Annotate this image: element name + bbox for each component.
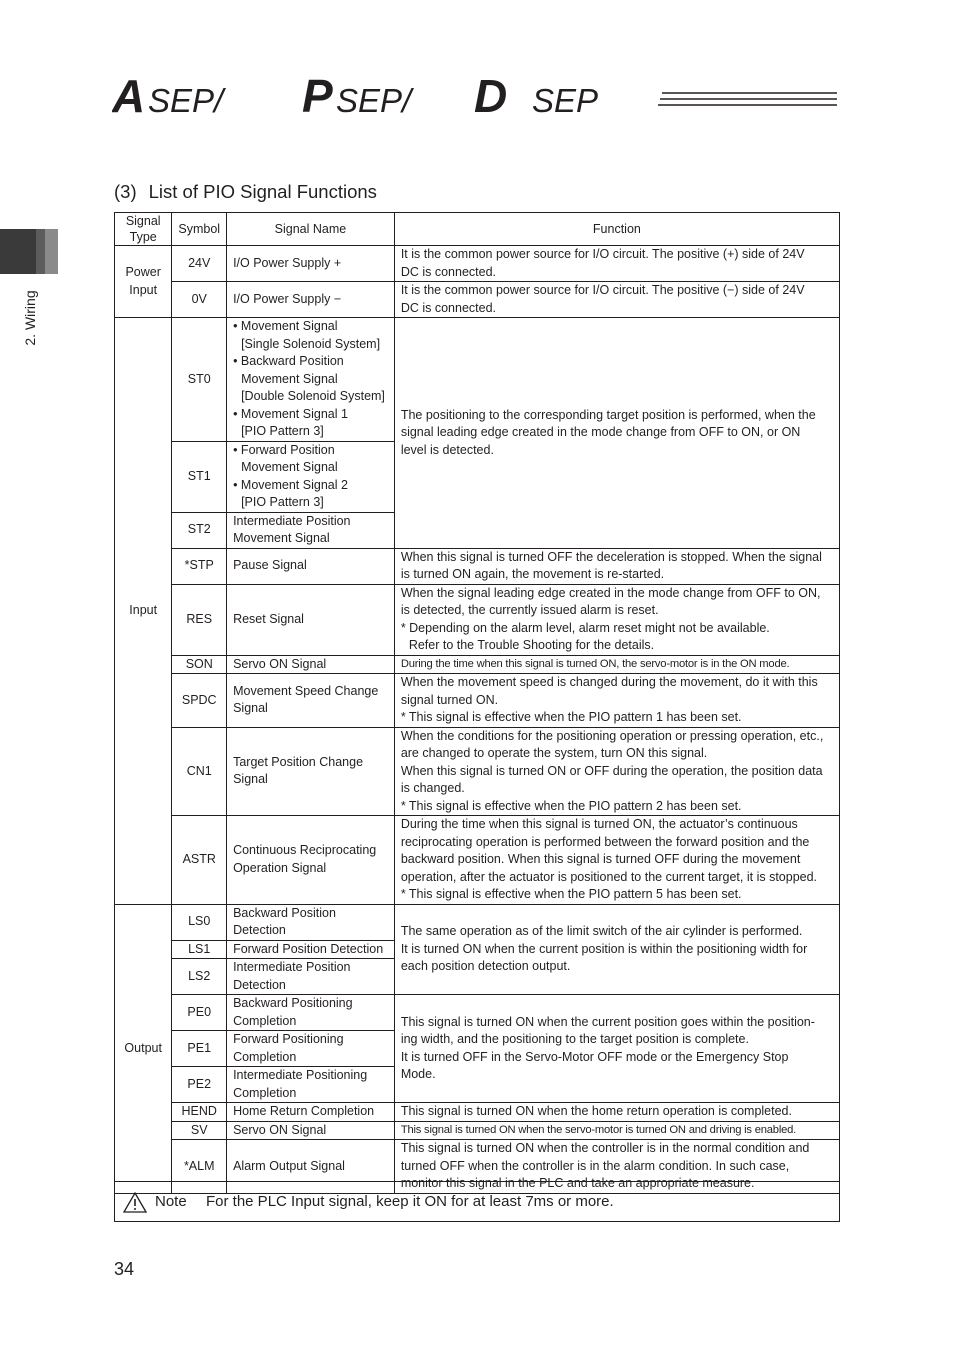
svg-text:A: A [112,72,146,122]
text-line: DC is connected. [400,300,496,315]
text-line: The same operation as of the limit switch of the air cylinder is performed. [400,924,803,938]
text-line: is detected, the currently issued alarm is reset. [400,603,659,617]
pio-signal-table [114,212,840,1194]
text-line: Completion [233,1049,297,1064]
table-row [115,674,840,728]
text-line: It is the common power source for I/O circuit. The positive (+) side of 24V [400,247,805,261]
text-line: Continuous Reciprocating [233,843,377,858]
symbol-cell: ST0 [172,318,227,442]
signal-name-cell [227,995,395,1031]
signal-name-cell [227,959,395,995]
header-signal-type [115,213,172,246]
table-row [115,246,840,282]
text-line: When the conditions for the positioning operation or pressing operation, etc., [400,728,824,743]
signal-name-cell [227,441,395,512]
text-line: Detection [233,977,286,992]
symbol-cell: *STP [172,548,227,584]
text-line: During the time when this signal is turned ON, the servo-motor is in the ON mode. [400,657,790,670]
symbol-cell: LS0 [172,904,227,940]
type-power-input [115,246,172,318]
chapter-label: 2. Wiring [22,290,38,346]
function-cell [394,655,839,674]
signal-name-cell [227,548,395,584]
signal-name-cell [227,1103,395,1122]
signal-name-cell [227,655,395,674]
function-cell [394,318,839,549]
signal-name-cell [227,674,395,728]
symbol-cell: LS1 [172,940,227,959]
signal-name-cell [227,512,395,548]
symbol-cell: SV [172,1121,227,1140]
text-line: Forward Positioning [233,1032,344,1046]
text-line: Pause Signal [233,558,307,573]
table-row [115,1121,840,1140]
signal-name-cell [227,1067,395,1103]
function-cell [394,816,839,905]
text-line: DC is connected. [400,264,496,279]
text-line: Servo ON Signal [233,656,327,671]
text-line: each position detection output. [400,959,571,973]
table-row [115,995,840,1031]
function-cell [394,727,839,816]
text-line: The positioning to the corresponding target position is performed, when the [400,407,816,422]
signal-name-cell [227,282,395,318]
text-line: This signal is turned ON when the controller is in the normal condition and [400,1141,810,1155]
text-line: Home Return Completion [233,1104,375,1118]
text-line: Backward Positioning [233,996,353,1010]
text-line: Mode. [400,1067,436,1081]
signal-name-cell [227,318,395,442]
header-signal-name: Signal Name [227,213,395,246]
text-line: Movement Speed Change [233,683,379,698]
text-line: Type [129,230,157,244]
text-line: Movement Signal [233,531,330,545]
text-line: Signal [233,701,268,716]
chapter-tab [0,229,58,274]
table-row [115,282,840,318]
note-label: Note [155,1193,187,1210]
header-symbol: Symbol [172,213,227,246]
text-line: • Backward Position [233,354,344,368]
text-line: reciprocating operation is performed between the forward position and the [400,834,810,849]
text-line: During the time when this signal is turned ON, the actuator’s continuous [400,817,798,831]
section-heading: List of PIO Signal Functions [148,181,377,202]
table-row [115,655,840,674]
symbol-cell: 0V [172,282,227,318]
text-line: When this signal is turned ON or OFF during the operation, the position data [400,763,823,778]
text-line: Backward Position [233,905,336,920]
signal-name-cell [227,246,395,282]
text-line: backward position. When this signal is turned OFF during the movement [400,852,801,866]
text-line: monitor this signal in the PLC and take an appropriate measure. [400,1176,755,1190]
function-cell [394,282,839,318]
text-line: [Double Solenoid System] [241,389,385,403]
text-line: Target Position Change [233,754,364,769]
function-cell [394,584,839,655]
text-line: level is detected. [400,442,494,457]
text-line: Forward Position Detection [233,941,384,956]
text-line: • Movement Signal [233,319,338,333]
text-line: Intermediate Position [233,960,351,974]
warning-icon [123,1192,147,1213]
function-cell [394,1103,839,1122]
symbol-cell: SPDC [172,674,227,728]
table-row [115,816,840,905]
text-line: Alarm Output Signal [233,1158,345,1173]
text-line: Intermediate Positioning [233,1068,368,1082]
symbol-cell: PE0 [172,995,227,1031]
symbol-cell: SON [172,655,227,674]
symbol-cell: CN1 [172,727,227,816]
note-text: For the PLC Input signal, keep it ON for at least 7ms or more. [206,1193,614,1210]
text-line: Movement Signal [241,371,338,386]
text-line: It is turned ON when the current position is within the positioning width for [400,941,808,956]
signal-name-cell [227,940,395,959]
symbol-cell: 24V [172,246,227,282]
text-line: * This signal is effective when the PIO pattern 1 has been set. [400,710,742,724]
text-line: * This signal is effective when the PIO pattern 5 has been set. [400,887,742,901]
table-header-row [115,213,840,246]
text-line: • Movement Signal 2 [233,477,348,492]
signal-name-cell [227,904,395,940]
symbol-cell: RES [172,584,227,655]
symbol-cell: HEND [172,1103,227,1122]
text-line: Input [129,282,158,297]
type-input: Input [115,318,172,905]
section-title [114,181,377,203]
text-line: Signal [233,772,268,787]
text-line: When this signal is turned OFF the deceleration is stopped. When the signal [400,549,822,564]
svg-text:SEP/: SEP/ [336,82,412,119]
text-line: Operation Signal [233,860,327,875]
text-line: • Movement Signal 1 [233,406,348,421]
text-line: This signal is turned ON when the servo-motor is turned ON and driving is enabled. [400,1123,797,1136]
signal-name-cell [227,1121,395,1140]
function-cell [394,548,839,584]
svg-text:P: P [302,72,333,122]
text-line: Intermediate Position [233,513,351,528]
function-cell [394,995,839,1103]
svg-text:D: D [474,72,508,122]
text-line: It is turned OFF in the Servo-Motor OFF mode or the Emergency Stop [400,1049,789,1064]
text-line: * This signal is effective when the PIO pattern 2 has been set. [400,798,742,813]
text-line: Servo ON Signal [233,1122,327,1137]
table-row [115,584,840,655]
product-logo [112,72,840,122]
text-line: When the signal leading edge created in the mode change from OFF to ON, [400,585,821,600]
text-line: Completion [233,1085,297,1100]
table-row [115,904,840,940]
text-line: Power [125,265,161,279]
text-line: Refer to the Trouble Shooting for the details. [408,638,655,652]
symbol-cell: *ALM [172,1140,227,1194]
function-cell [394,246,839,282]
text-line: [Single Solenoid System] [241,336,381,351]
signal-name-cell [227,727,395,816]
text-line: [PIO Pattern 3] [241,424,324,438]
svg-text:SEP: SEP [532,82,599,119]
text-line: turned OFF when the controller is in the alarm condition. In such case, [400,1158,790,1173]
text-line: is changed. [400,781,465,795]
function-cell [394,1121,839,1140]
text-line: When the movement speed is changed during the movement, do it with this [400,675,818,689]
text-line: This signal is turned ON when the home return operation is completed. [400,1104,792,1118]
header-function: Function [394,213,839,246]
text-line: signal turned ON. [400,692,499,707]
signal-name-cell [227,816,395,905]
signal-name-cell [227,1031,395,1067]
table-row [115,727,840,816]
text-line: is turned ON again, the movement is re-started. [400,567,665,581]
text-line: Completion [233,1013,297,1028]
type-output: Output [115,904,172,1193]
note-box [114,1181,840,1222]
text-line: operation, after the actuator is positioned to the current target, it is stopped. [400,869,818,884]
text-line: * Depending on the alarm level, alarm reset might not be available. [400,620,770,635]
symbol-cell: LS2 [172,959,227,995]
text-line: [PIO Pattern 3] [241,495,324,509]
text-line: Signal [125,214,161,228]
text-line: It is the common power source for I/O circuit. The positive (−) side of 24V [400,283,805,297]
signal-name-cell [227,584,395,655]
text-line: Reset Signal [233,611,304,626]
function-cell [394,904,839,995]
symbol-cell: PE2 [172,1067,227,1103]
table-row [115,548,840,584]
text-line: are changed to operate the system, turn ON this signal. [400,746,708,760]
table-row [115,1103,840,1122]
symbol-cell: PE1 [172,1031,227,1067]
text-line: This signal is turned ON when the current position goes within the position- [400,1014,815,1029]
text-line: ing width, and the positioning to the target position is complete. [400,1032,749,1046]
section-number: (3) [114,181,137,202]
svg-text:SEP/: SEP/ [148,82,224,119]
text-line: Detection [233,923,286,937]
symbol-cell: ASTR [172,816,227,905]
page-number: 34 [114,1259,135,1279]
text-line: Movement Signal [241,460,338,474]
symbol-cell: ST1 [172,441,227,512]
text-line: signal leading edge created in the mode change from OFF to ON, or ON [400,425,801,439]
table-row [115,318,840,442]
text-line: I/O Power Supply + [233,255,342,270]
text-line: I/O Power Supply − [233,291,342,306]
function-cell [394,674,839,728]
symbol-cell: ST2 [172,512,227,548]
text-line: • Forward Position [233,442,335,457]
